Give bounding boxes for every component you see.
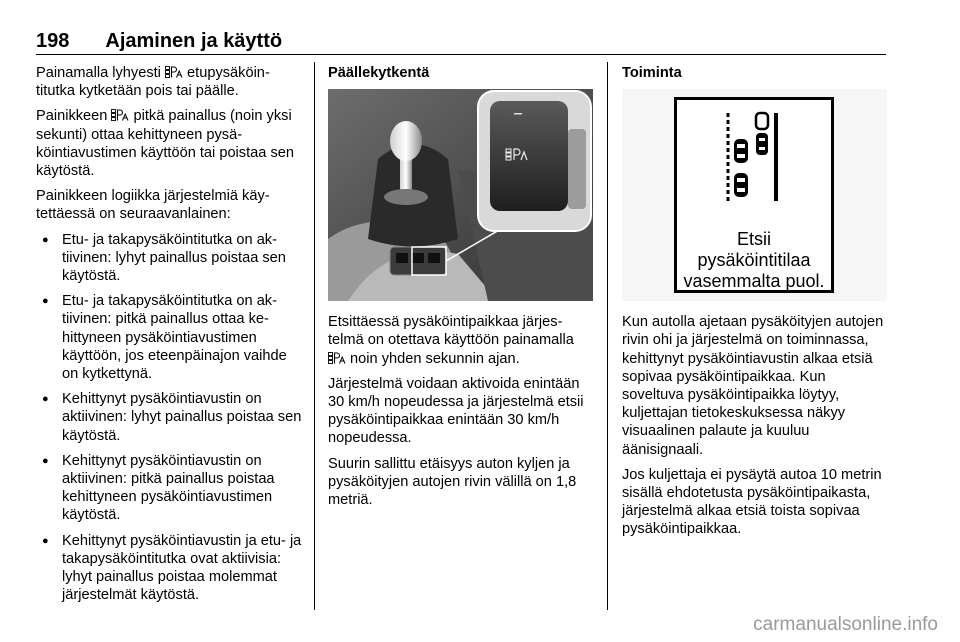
page-header [36,26,886,55]
display-text-line: pysäköintitilaa [697,250,811,271]
console-button-illustration [328,89,593,301]
column-divider-1 [314,62,315,610]
paragraph-short-press: Painamalla lyhyesti etupysäköintitutka kytketään pois tai päälle. [36,65,270,100]
paragraph-speed: Järjestelmä voidaan aktivoida enintään 30 km/h nopeudessa ja järjestelmä etsii pysäköintipaikkaa enintään 30 km/h nopeudessa. [328,375,584,447]
list-item: ● Etu- ja takapysäköintitutka on aktiivinen: pitkä painallus ottaa kehittyneen pysäköintiavustimen käyttöön, jos eteenpäinajon vaihde on kytkettynä. [36,292,302,383]
paragraph-restart-search: Jos kuljettaja ei pysäytä autoa 10 metrin sisällä ehdotetusta pysäköintipaikasta, järjestelmä alkaa etsiä toista sopivaa pysäköintipaikkaa. [622,466,882,538]
list-item: ● Kehittynyt pysäköintiavustin on aktiivinen: lyhyt painallus poistaa sen käytöstä. [36,390,302,445]
bullet-list [36,231,302,605]
page-number: 198 [36,30,70,52]
display-text-line: vasemmalta puol. [683,271,825,292]
list-item: ● Kehittynyt pysäköintiavustin ja etu- ja takapysäköintitutka ovat aktiivisia: lyhyt painallus poistaa molemmat järjestelmät käytöstä. [36,532,302,605]
park-assist-icon [328,352,346,364]
column-middle [328,64,593,516]
park-assist-icon [111,109,129,121]
paragraph-logic: Painikkeen logiikka järjestelmiä käytettäessä on seuraavanlainen: [36,188,270,223]
section-heading-operation: Toiminta [622,65,682,81]
list-item: ● Etu- ja takapysäköintitutka on aktiivinen: lyhyt painallus poistaa sen käytöstä. [36,231,302,286]
column-divider-2 [607,62,608,610]
parking-space-icon [722,111,782,211]
display-illustration [622,89,887,301]
page-title: Ajaminen ja käyttö [105,30,283,52]
paragraph-operation: Kun autolla ajetaan pysäköityjen autojen rivin ohi ja järjestelmä on toiminnassa, kehittynyt pysäköintiavustin alkaa etsiä sopivaa pysäköintipaikkaa. Kun soveltuva pysäköintipaikka löytyy, kuljettajan tietokeskuksessa näkyy visuaalinen palaute ja kuuluu äänisignaali. [622,314,884,458]
watermark: carmanualsonline.info [753,614,938,635]
column-right [622,64,888,546]
paragraph-activate: Etsittäessä pysäköintipaikkaa järjestelmä on otettava käyttöön painamalla noin yhden sekunnin ajan. [328,314,574,367]
column-left [36,64,302,611]
list-item: ● Kehittynyt pysäköintiavustin on aktiivinen: pitkä painallus poistaa kehittyneen pysäköintiavustimen käytöstä. [36,452,302,525]
display-text-line: Etsii [736,229,771,250]
park-assist-icon [165,66,183,78]
paragraph-long-press: Painikkeen pitkä painallus (noin yksi sekunti) ottaa kehittyneen pysäköintiavustimen käyttöön tai poistaa sen käytöstä. [36,108,294,180]
section-heading-activation: Päällekytkentä [328,65,430,81]
paragraph-distance: Suurin sallittu etäisyys auton kyljen ja pysäköityjen autojen rivin välillä on 1,8 metriä. [328,455,577,509]
